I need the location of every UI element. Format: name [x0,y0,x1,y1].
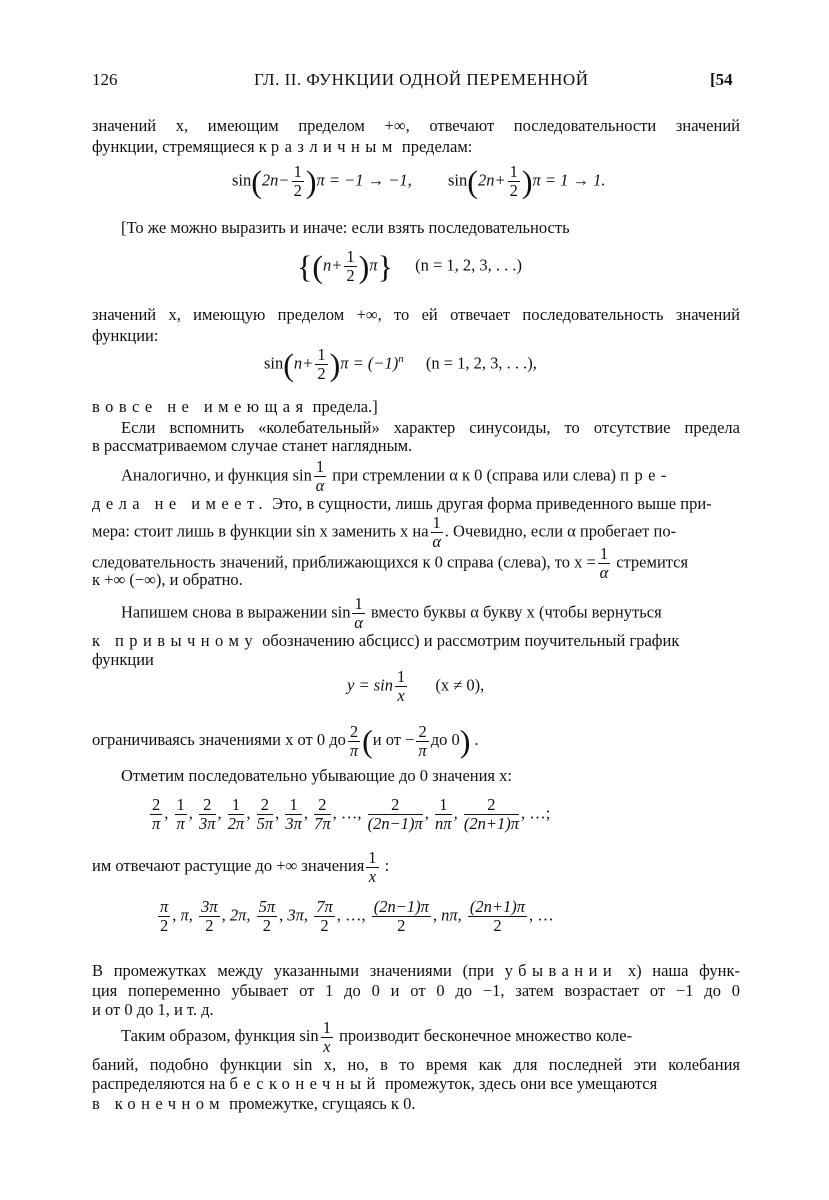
formula-sequence: {(n+ $\frac{1}{2}$ )π} (n = 1, 2, 3, . . .) [297,247,522,285]
text-line: распределяются на бесконечный промежуток, здесь они все умещаются [92,1074,658,1093]
formula-x-sequence: $\frac{2}{\pi}$ , $\frac{1}{\pi}$ , $\frac{2}{3\pi}$ , $\frac{1}{2\pi}$ , $\frac{2}{5\pi}$ , $\frac{1}{3\pi}$ , $\frac{2}{7\pi}$ , …, $\frac{2}{(2n-1)\pi}$ , $\frac{1}{n\pi}$ , $\frac{2}{(2n+1)\pi}$ , …; [151,795,551,833]
text-line: Напишем снова в выражении sin $\frac{1}{\alpha}$ вместо буквы α букву x (чтобы вернуться [121,594,662,632]
text-line: им отвечают растущие до +∞ значения $\frac{1}{x}$ : [92,847,390,886]
text-line: вовсе не имеющая предела.] [92,397,378,416]
chapter-title: ГЛ. II. ФУНКЦИИ ОДНОЙ ПЕРЕМЕННОЙ [254,70,589,89]
text-line: [То же можно выразить и иначе: если взять последовательность [121,218,570,237]
text-line: Если вспомнить «колебательный» характер синусоиды, то отсутствие предела [121,418,740,437]
text-line: Аналогично, и функция sin $\frac{1}{\alpha}$ при стремлении α к 0 (справа или слева) пре- [121,457,672,495]
formula-sin-alternating: sin(n+ $\frac{1}{2}$ )$\pi = (-1)^n$ (n = 1, 2, 3, . . .), [264,345,537,383]
text-line: функции: [92,326,159,345]
text-line: ограничиваясь значениями x от 0 до $\frac{2}{\pi}(и$ от − $\frac{2}{\pi}$ до 0) . [92,721,479,760]
formula-sin-limits: sin(2n− $\frac{1}{2}$ )π = −1 → −1, sin(2n+ $\frac{1}{2}$ )π = 1 → 1. [232,162,606,200]
text-line: и от 0 до 1, и т. д. [92,1000,214,1019]
text-line: значений x, имеющую пределом +∞, то ей отвечает последовательность значений [92,305,740,324]
formula-y-sin: y = sin $\frac{1}{x} (x \ne 0)$, [347,667,485,705]
page-number: 126 [92,70,118,89]
text-line: мера: стоит лишь в функции sin x заменить x на $\frac{1}{\alpha}$ . Очевидно, если α пробегает по- [92,513,677,551]
text-line: к +∞ (−∞), и обратно. [92,570,243,589]
text-line: в рассматриваемом случае станет наглядным. [92,436,413,455]
text-line: Таким образом, функция sin $\frac{1}{x}$ производит бесконечное множество коле- [121,1017,633,1056]
text-line: В промежутках между указанными значениями (при убывании x) наша функ- [92,961,740,980]
text-line: Отметим последовательно убывающие до 0 значения x: [121,766,512,785]
text-line: дела не имеет. Это, в сущности, лишь другая форма приведенного выше при- [92,494,712,513]
text-line: баний, подобно функции sin x, но, в то время как для последней эти колебания [92,1055,740,1074]
text-line: функции [92,650,154,669]
text-line: следовательность значений, приближающихся к 0 справа (слева), то x = $\frac{1}{\alpha}$ стремится [92,544,689,582]
text-line: к привычному обозначению абсцисс) и рассмотрим поучительный график [92,631,680,650]
text-line: значений x, имеющим пределом +∞, отвечают последовательности значений [92,116,740,135]
section-number: [54 [710,70,733,89]
text-line: ция попеременно убывает от 1 до 0 и от 0 до −1, затем возрастает от −1 до 0 [92,981,740,1000]
text-line: функции, стремящиеся к различным пределам: [92,137,473,156]
text-line: в конечном промежутке, сгущаясь к 0. [92,1094,416,1113]
formula-values-sequence: $\frac{\pi}{2}$ , π, $\frac{3\pi}{2}$ , 2π, $\frac{5\pi}{2}$ , 3π, $\frac{7\pi}{2}$ , …, $\frac{(2n-1)\pi}{2}$ , nπ, $\frac{(2n+1)\pi}{2}$ , … [160,897,554,935]
